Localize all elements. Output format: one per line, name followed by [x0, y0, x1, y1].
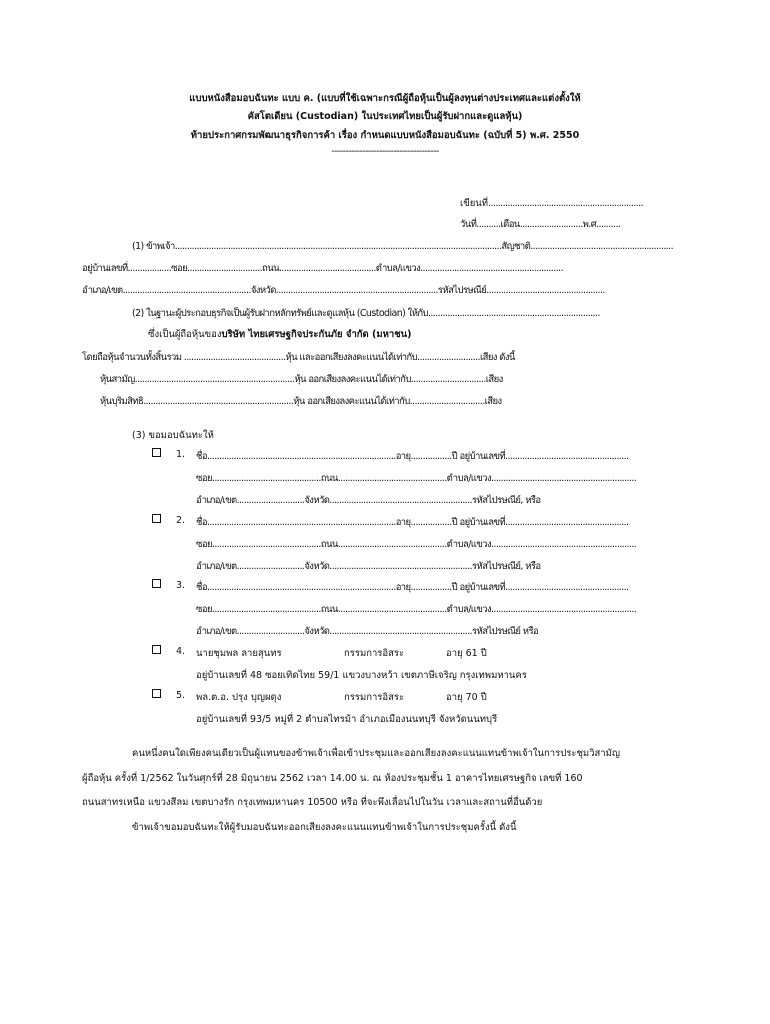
proxy-5-name: พล.ต.อ. ปรุง บุญผดุง	[196, 692, 282, 703]
form-title-line2: คัสโตเดียน (Custodian) ในประเทศไทยเป็นผู้รับฝากและดูแลหุ้น)	[247, 111, 523, 122]
proxy-5-address: อยู่บ้านเลขที่ 93/5 หมู่ที่ 2 ตำบลไทรม้า อำเภอเมืองนนทบุรี จังหวัดนนทบุรี	[196, 714, 498, 725]
proxy-3-road-line[interactable]: ซอย.............................................ถนน.............................................ตำบล/แขวง............................................................	[196, 604, 637, 615]
proxy-4-age: อายุ 61 ปี	[446, 648, 487, 659]
grantor-district-line[interactable]: อำเภอ/เขต.....................................................จังหวัด...................................................................รหัสไปรษณีย์.................................................	[82, 285, 605, 296]
proxy-3-district-line[interactable]: อำเภอ/เขต............................จังหวัด...........................................................รหัสไปรษณีย์ หรือ	[196, 626, 539, 637]
proxy-2-checkbox[interactable]	[152, 514, 161, 523]
proxy-2-name-line[interactable]: ชื่อ..............................................................................อายุ.................ปี อยู่บ้านเลขที่...................................................	[196, 517, 629, 528]
proxy-1-road-line[interactable]: ซอย.............................................ถนน.............................................ตำบล/แขวง............................................................	[196, 473, 637, 484]
proxy-2-district-line[interactable]: อำเภอ/เขต............................จังหวัด...........................................................รหัสไปรษณีย์, หรือ	[196, 561, 541, 572]
company-name: บริษัท ไทยเศรษฐกิจประกันภัย จำกัด (มหาชน)	[221, 329, 412, 340]
proxy-5-age: อายุ 70 ปี	[446, 692, 487, 703]
proxy-1-number: 1.	[176, 449, 186, 460]
preferred-shares-line[interactable]: หุ้นบุริมสิทธิ..............................................................หุ้น ออกเสียงลงคะแนนได้เท่ากับ...............................เสียง	[100, 396, 502, 407]
proxy-2-number: 2.	[176, 515, 186, 526]
proxy-4-checkbox[interactable]	[152, 645, 161, 654]
custodian-line[interactable]: (2) ในฐานะผู้ประกอบธุรกิจเป็นผู้รับฝากหลักทรัพย์และดูแลหุ้น (Custodian) ให้กับ.......................................................................	[132, 308, 600, 319]
proxy-4-role: กรรมการอิสระ	[344, 648, 405, 659]
written-at-dots: ................................................................	[488, 198, 643, 209]
proxy-4-address: อยู่บ้านเลขที่ 48 ซอยเทิดไทย 59/1 แขวงบางหว้า เขตภาษีเจริญ กรุงเทพมหานคร	[196, 670, 527, 681]
title-underline: --------------------------------------	[331, 146, 439, 157]
proxy-5-role: กรรมการอิสระ	[344, 692, 405, 703]
proxy-5-number: 5.	[176, 690, 186, 701]
proxy-3-checkbox[interactable]	[152, 579, 161, 588]
form-title-line1: แบบหนังสือมอบฉันทะ แบบ ค. (แบบที่ใช้เฉพาะกรณีผู้ถือหุ้นเป็นผู้ลงทุนต่างประเทศและแต่งตั้งให้	[189, 93, 581, 104]
proxy-3-name-line[interactable]: ชื่อ..............................................................................อายุ.................ปี อยู่บ้านเลขที่...................................................	[196, 582, 629, 593]
proxy-4-number: 4.	[176, 646, 186, 657]
meeting-paragraph-line1: คนหนึ่งคนใดเพียงคนเดียวเป็นผู้แทนของข้าพเจ้าเพื่อเข้าประชุมและออกเสียงลงคะแนนแทนข้าพเจ้าในการประชุมวิสามัญ	[132, 748, 621, 759]
proxy-4-name: นายชุมพล ลายสุนทร	[196, 648, 282, 659]
meeting-paragraph-line3: ถนนสาทรเหนือ แขวงสีลม เขตบางรัก กรุงเทพมหานคร 10500 หรือ ที่จะพึงเลื่อนไปในวัน เวลาและสถานที่อื่นด้วย	[82, 797, 543, 808]
proxy-2-road-line[interactable]: ซอย.............................................ถนน.............................................ตำบล/แขวง............................................................	[196, 539, 637, 550]
proxy-5-checkbox[interactable]	[152, 689, 161, 698]
grantor-name-line[interactable]: (1) ข้าพเจ้า.......................................................................................................................................สัญชาติ...........................................................	[132, 241, 673, 252]
date-field[interactable]: วันที่..........เดือน..........................พ.ศ..........	[460, 219, 621, 230]
proxy-1-district-line[interactable]: อำเภอ/เขต............................จังหวัด...........................................................รหัสไปรษณีย์, หรือ	[196, 495, 541, 506]
grantor-address-line[interactable]: อยู่บ้านเลขที่..................ซอย...............................ถนน........................................ตำบล/แขวง...........................................................	[82, 263, 563, 274]
total-shares-line[interactable]: โดยถือหุ้นจำนวนทั้งสิ้นรวม ..........................................หุ้น และออกเสียงลงคะแนนได้เท่ากับ..........................เสียง ดังนี้	[82, 352, 515, 363]
proxy-1-name-line[interactable]: ชื่อ..............................................................................อายุ.................ปี อยู่บ้านเลขที่...................................................	[196, 451, 629, 462]
ordinary-shares-line[interactable]: หุ้นสามัญ..................................................................หุ้น ออกเสียงลงคะแนนได้เท่ากับ...............................เสียง	[100, 374, 503, 385]
written-at-label: เขียนที่	[460, 198, 489, 209]
shareholder-of-line	[148, 327, 412, 342]
shareholder-of-prefix: ซึ่งเป็นผู้ถือหุ้นของ	[148, 329, 222, 340]
meeting-paragraph-line2: ผู้ถือหุ้น ครั้งที่ 1/2562 ในวันศุกร์ที่ 28 มิถุนายน 2562 เวลา 14.00 น. ณ ห้องประชุมชั้น 1 อาคารไทยเศรษฐกิจ เลขที่ 160	[82, 773, 583, 784]
form-title-line3: ท้ายประกาศกรมพัฒนาธุรกิจการค้า เรื่อง กำหนดแบบหนังสือมอบฉันทะ (ฉบับที่ 5) พ.ศ. 2550	[190, 130, 580, 141]
proxy-heading: (3) ขอมอบฉันทะให้	[132, 430, 214, 441]
written-at-field[interactable]	[460, 196, 643, 211]
proxy-1-checkbox[interactable]	[152, 448, 161, 457]
voting-instruction-paragraph: ข้าพเจ้าขอมอบฉันทะให้ผู้รับมอบฉันทะออกเสียงลงคะแนนแทนข้าพเจ้าในการประชุมครั้งนี้ ดังนี้	[132, 822, 517, 833]
proxy-3-number: 3.	[176, 580, 186, 591]
